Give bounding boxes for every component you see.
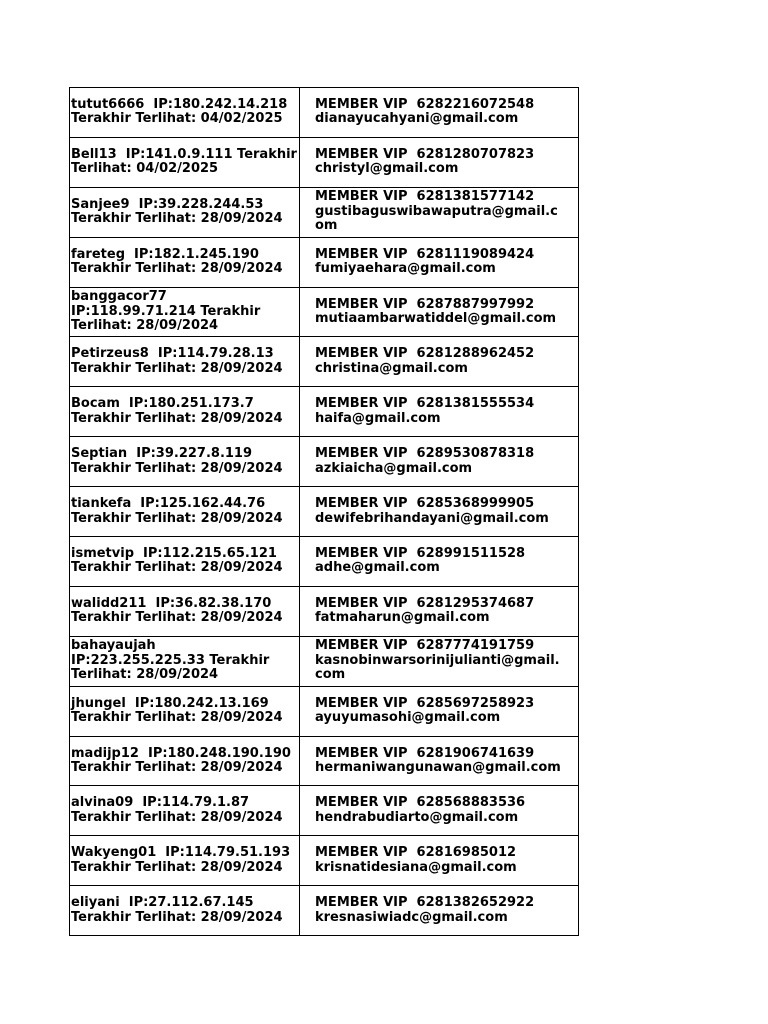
- table-row: [70, 187, 579, 237]
- member-table-body: [70, 88, 579, 936]
- user-info-line: Wakyeng01 IP:114.79.51.193: [71, 845, 291, 861]
- table-row: [70, 337, 579, 387]
- member-info-cell: [300, 487, 579, 537]
- member-info-line: fatmaharun@gmail.com: [315, 610, 490, 626]
- member-info-line: MEMBER VIP 6281288962452: [315, 346, 535, 362]
- member-info-line: ayuyumasohi@gmail.com: [315, 710, 501, 726]
- member-table: [69, 87, 579, 936]
- user-info-line: Terakhir Terlihat: 28/09/2024: [71, 211, 283, 227]
- member-info-cell: [300, 586, 579, 636]
- user-info-cell: [70, 736, 300, 786]
- table-row: [70, 137, 579, 187]
- member-info-line: MEMBER VIP 628568883536: [315, 795, 526, 811]
- member-info-line: kasnobinwarsorinijulianti@gmail.: [315, 652, 560, 668]
- user-info-line: fareteg IP:182.1.245.190: [71, 246, 259, 262]
- user-info-cell: [70, 88, 300, 138]
- table-row: [70, 636, 579, 686]
- user-info-line: Terlihat: 28/09/2024: [71, 318, 219, 334]
- member-info-line: MEMBER VIP 6282216072548: [315, 96, 535, 112]
- user-info-cell: [70, 586, 300, 636]
- member-info-line: MEMBER VIP 6281119089424: [315, 246, 535, 262]
- user-info-cell: [70, 187, 300, 237]
- user-info-line: banggacor77: [71, 289, 167, 305]
- member-info-line: haifa@gmail.com: [315, 410, 441, 426]
- user-info-line: Septian IP:39.227.8.119: [71, 446, 253, 462]
- member-info-line: MEMBER VIP 6285697258923: [315, 695, 535, 711]
- member-info-line: MEMBER VIP 6281280707823: [315, 146, 535, 162]
- table-row: [70, 88, 579, 138]
- user-info-line: madijp12 IP:180.248.190.190: [71, 745, 291, 761]
- member-info-line: christyl@gmail.com: [315, 161, 459, 177]
- member-info-cell: [300, 736, 579, 786]
- user-info-line: Terakhir Terlihat: 28/09/2024: [71, 610, 283, 626]
- user-info-cell: [70, 836, 300, 886]
- user-info-line: Terakhir Terlihat: 28/09/2024: [71, 410, 283, 426]
- user-info-line: tutut6666 IP:180.242.14.218: [71, 96, 288, 112]
- user-info-cell: [70, 337, 300, 387]
- member-info-line: MEMBER VIP 6281382652922: [315, 895, 535, 911]
- member-info-line: azkiaicha@gmail.com: [315, 460, 473, 476]
- member-info-cell: [300, 237, 579, 287]
- user-info-line: Bell13 IP:141.0.9.111 Terakhir: [71, 146, 297, 162]
- member-info-cell: [300, 337, 579, 387]
- member-info-cell: [300, 886, 579, 936]
- member-info-cell: [300, 686, 579, 736]
- member-info-line: MEMBER VIP 6287887997992: [315, 296, 535, 312]
- member-info-line: dianayucahyani@gmail.com: [315, 111, 519, 127]
- user-info-line: alvina09 IP:114.79.1.87: [71, 795, 250, 811]
- user-info-cell: [70, 237, 300, 287]
- member-info-line: MEMBER VIP 6281906741639: [315, 745, 535, 761]
- member-info-line: fumiyaehara@gmail.com: [315, 261, 496, 277]
- user-info-line: bahayaujah: [71, 638, 156, 654]
- table-row: [70, 287, 579, 337]
- member-info-cell: [300, 786, 579, 836]
- user-info-cell: [70, 137, 300, 187]
- user-info-line: Terakhir Terlihat: 28/09/2024: [71, 760, 283, 776]
- member-info-line: MEMBER VIP 6285368999905: [315, 496, 535, 512]
- table-row: [70, 387, 579, 437]
- user-info-line: Terakhir Terlihat: 28/09/2024: [71, 510, 283, 526]
- user-info-line: Terakhir Terlihat: 28/09/2024: [71, 809, 283, 825]
- member-info-line: kresnasiwiadc@gmail.com: [315, 909, 508, 925]
- member-info-cell: [300, 88, 579, 138]
- member-info-cell: [300, 387, 579, 437]
- member-info-line: MEMBER VIP 6281295374687: [315, 595, 535, 611]
- table-row: [70, 586, 579, 636]
- user-info-cell: [70, 287, 300, 337]
- member-info-cell: [300, 537, 579, 587]
- member-info-line: dewifebrihandayani@gmail.com: [315, 510, 549, 526]
- member-info-line: MEMBER VIP 6287774191759: [315, 638, 535, 654]
- table-row: [70, 537, 579, 587]
- member-info-cell: [300, 437, 579, 487]
- user-info-line: IP:118.99.71.214 Terakhir: [71, 303, 261, 319]
- user-info-cell: [70, 387, 300, 437]
- member-info-line: MEMBER VIP 6289530878318: [315, 446, 535, 462]
- table-row: [70, 786, 579, 836]
- member-info-line: MEMBER VIP 6281381577142: [315, 189, 535, 205]
- user-info-cell: [70, 537, 300, 587]
- table-row: [70, 836, 579, 886]
- member-info-cell: [300, 636, 579, 686]
- member-info-line: krisnatidesiana@gmail.com: [315, 859, 517, 875]
- user-info-line: Terakhir Terlihat: 28/09/2024: [71, 460, 283, 476]
- member-info-cell: [300, 836, 579, 886]
- user-info-line: Sanjee9 IP:39.228.244.53: [71, 196, 264, 212]
- user-info-line: Bocam IP:180.251.173.7: [71, 396, 254, 412]
- user-info-line: Terakhir Terlihat: 28/09/2024: [71, 261, 283, 277]
- member-info-line: hermaniwangunawan@gmail.com: [315, 760, 561, 776]
- member-info-cell: [300, 137, 579, 187]
- member-info-line: adhe@gmail.com: [315, 560, 440, 576]
- member-info-line: MEMBER VIP 6281381555534: [315, 396, 535, 412]
- user-info-line: Terlihat: 04/02/2025: [71, 161, 219, 177]
- user-info-line: Terakhir Terlihat: 28/09/2024: [71, 710, 283, 726]
- user-info-line: walidd211 IP:36.82.38.170: [71, 595, 272, 611]
- member-info-line: com: [315, 667, 346, 683]
- table-row: [70, 237, 579, 287]
- table-row: [70, 736, 579, 786]
- member-info-line: gustibaguswibawaputra@gmail.c: [315, 203, 558, 219]
- table-row: [70, 487, 579, 537]
- table-row: [70, 437, 579, 487]
- table-row: [70, 886, 579, 936]
- member-info-cell: [300, 287, 579, 337]
- user-info-cell: [70, 886, 300, 936]
- member-info-line: MEMBER VIP 62816985012: [315, 845, 517, 861]
- user-info-line: Terakhir Terlihat: 28/09/2024: [71, 360, 283, 376]
- member-info-line: christina@gmail.com: [315, 360, 468, 376]
- user-info-cell: [70, 686, 300, 736]
- table-row: [70, 686, 579, 736]
- user-info-line: IP:223.255.225.33 Terakhir: [71, 652, 270, 668]
- user-info-cell: [70, 636, 300, 686]
- user-info-line: Petirzeus8 IP:114.79.28.13: [71, 346, 274, 362]
- member-info-cell: [300, 187, 579, 237]
- member-info-line: hendrabudiarto@gmail.com: [315, 809, 519, 825]
- member-info-line: MEMBER VIP 628991511528: [315, 545, 526, 561]
- user-info-cell: [70, 786, 300, 836]
- user-info-line: ismetvip IP:112.215.65.121: [71, 545, 277, 561]
- user-info-line: Terakhir Terlihat: 28/09/2024: [71, 560, 283, 576]
- user-info-line: tiankefa IP:125.162.44.76: [71, 496, 266, 512]
- user-info-line: jhungel IP:180.242.13.169: [71, 695, 269, 711]
- user-info-line: eliyani IP:27.112.67.145: [71, 895, 254, 911]
- user-info-line: Terlihat: 28/09/2024: [71, 667, 219, 683]
- member-info-line: om: [315, 218, 338, 234]
- member-info-line: mutiaambarwatiddel@gmail.com: [315, 311, 557, 326]
- user-info-line: Terakhir Terlihat: 04/02/2025: [71, 111, 283, 127]
- user-info-cell: [70, 487, 300, 537]
- user-info-line: Terakhir Terlihat: 28/09/2024: [71, 909, 283, 925]
- user-info-cell: [70, 437, 300, 487]
- user-info-line: Terakhir Terlihat: 28/09/2024: [71, 859, 283, 875]
